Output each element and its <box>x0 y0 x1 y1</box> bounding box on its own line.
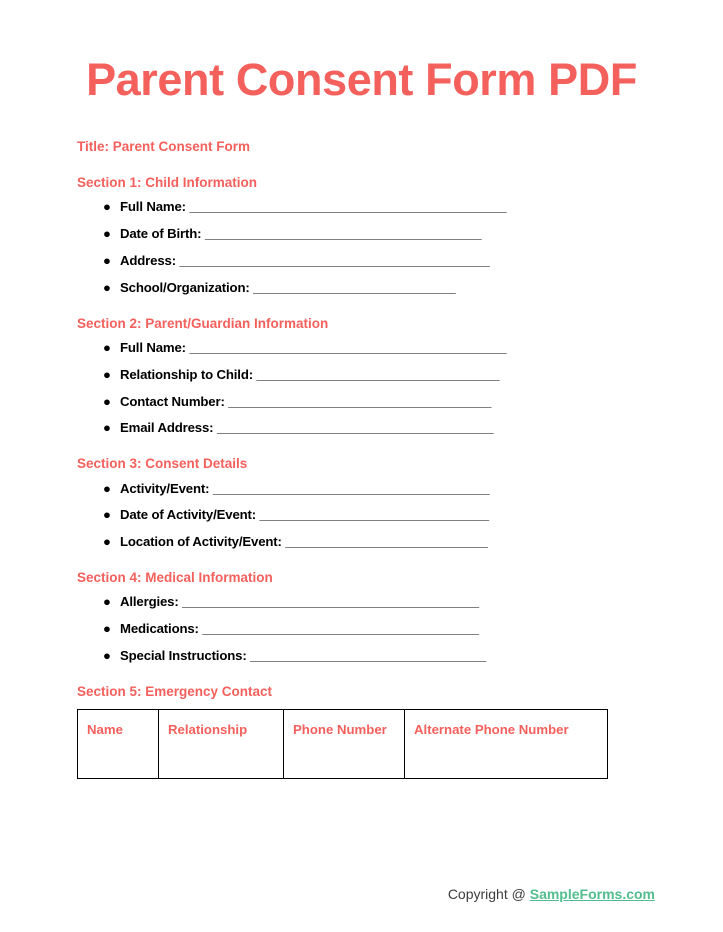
form-field-row <box>77 280 723 296</box>
field-rule[interactable]: _________________________________________ <box>204 226 482 242</box>
section-heading: Section 1: Child Information <box>77 175 258 191</box>
form-field-row <box>77 394 723 410</box>
section-consent-details <box>77 456 723 550</box>
column-header-relationship: Relationship <box>159 709 284 778</box>
form-field-row <box>77 534 723 550</box>
column-header-phone-number: Phone Number <box>284 709 405 778</box>
field-list <box>77 340 723 436</box>
field-label: Contact Number: <box>120 393 225 409</box>
field-label: Allergies: <box>120 594 179 610</box>
bullet-icon: ● <box>103 393 111 409</box>
sampleforms-link[interactable]: SampleForms.com <box>529 886 655 902</box>
form-field-row <box>77 594 723 610</box>
field-label: Date of Birth: <box>120 226 202 242</box>
form-field-row <box>77 481 723 497</box>
field-rule[interactable]: _________________________________________ <box>202 621 479 637</box>
field-rule[interactable]: _________________________________________ <box>216 420 494 436</box>
section-medical-information <box>77 570 723 664</box>
form-field-row <box>77 648 723 664</box>
bullet-icon: ● <box>103 420 111 436</box>
bullet-icon: ● <box>103 534 111 550</box>
field-rule[interactable]: __________________________________ <box>259 507 489 523</box>
section-heading: Section 3: Consent Details <box>77 456 248 472</box>
field-rule[interactable]: ____________________________________________ <box>182 594 479 610</box>
form-field-row <box>77 367 723 383</box>
field-label: Special Instructions: <box>120 647 247 663</box>
field-rule[interactable]: ___________________________________ <box>250 647 486 663</box>
copyright-text: Copyright @ <box>447 886 530 902</box>
field-rule[interactable]: ____________________________________ <box>256 366 499 382</box>
field-label: Email Address: <box>120 420 214 436</box>
bullet-icon: ● <box>103 647 111 663</box>
form-field-row <box>77 507 723 523</box>
field-rule[interactable]: _______________________________________________ <box>189 199 506 215</box>
field-rule[interactable]: ______________________________________________ <box>179 253 490 269</box>
form-field-row <box>77 621 723 637</box>
field-rule[interactable]: _______________________________________________ <box>189 339 506 355</box>
page-title: Parent Consent Form PDF <box>86 54 637 105</box>
bullet-icon: ● <box>103 339 111 355</box>
section-parent-guardian-information <box>77 316 723 437</box>
form-field-row <box>77 199 723 215</box>
form-field-row <box>77 420 723 436</box>
field-rule[interactable]: _______________________________________ <box>228 393 491 409</box>
bullet-icon: ● <box>103 594 111 610</box>
field-label: Full Name: <box>120 339 186 355</box>
bullet-icon: ● <box>103 507 111 523</box>
column-header-name: Name <box>78 709 159 778</box>
field-rule[interactable]: ______________________________ <box>285 534 488 550</box>
field-label: School/Organization: <box>120 279 250 295</box>
bullet-icon: ● <box>103 226 111 242</box>
field-label: Full Name: <box>120 199 186 215</box>
section-heading: Section 2: Parent/Guardian Information <box>77 315 329 331</box>
bullet-icon: ● <box>103 279 111 295</box>
field-label: Activity/Event: <box>120 480 210 496</box>
field-list <box>77 199 723 295</box>
bullet-icon: ● <box>103 480 111 496</box>
form-field-row <box>77 253 723 269</box>
bullet-icon: ● <box>103 253 111 269</box>
form-title-line: Title: Parent Consent Form <box>77 139 251 154</box>
field-label: Medications: <box>120 621 199 637</box>
bullet-icon: ● <box>103 621 111 637</box>
field-label: Address: <box>120 253 176 269</box>
emergency-contact-table <box>77 709 608 779</box>
form-field-row <box>77 226 723 242</box>
field-rule[interactable]: ______________________________ <box>253 279 456 295</box>
column-header-alternate-phone-number: Alternate Phone Number <box>405 709 608 778</box>
section-heading: Section 4: Medical Information <box>77 570 273 586</box>
section-emergency-contact <box>77 684 723 779</box>
bullet-icon: ● <box>103 199 111 215</box>
table-header-row <box>78 709 608 778</box>
field-list <box>77 481 723 551</box>
field-label: Location of Activity/Event: <box>120 534 282 550</box>
form-field-row <box>77 340 723 356</box>
field-label: Relationship to Child: <box>120 366 253 382</box>
field-rule[interactable]: _________________________________________ <box>212 480 489 496</box>
section-child-information <box>77 175 723 296</box>
footer-copyright <box>448 886 655 902</box>
field-list <box>77 594 723 664</box>
bullet-icon: ● <box>103 366 111 382</box>
section-heading: Section 5: Emergency Contact <box>77 683 273 699</box>
document-body <box>0 139 723 779</box>
field-label: Date of Activity/Event: <box>120 507 257 523</box>
